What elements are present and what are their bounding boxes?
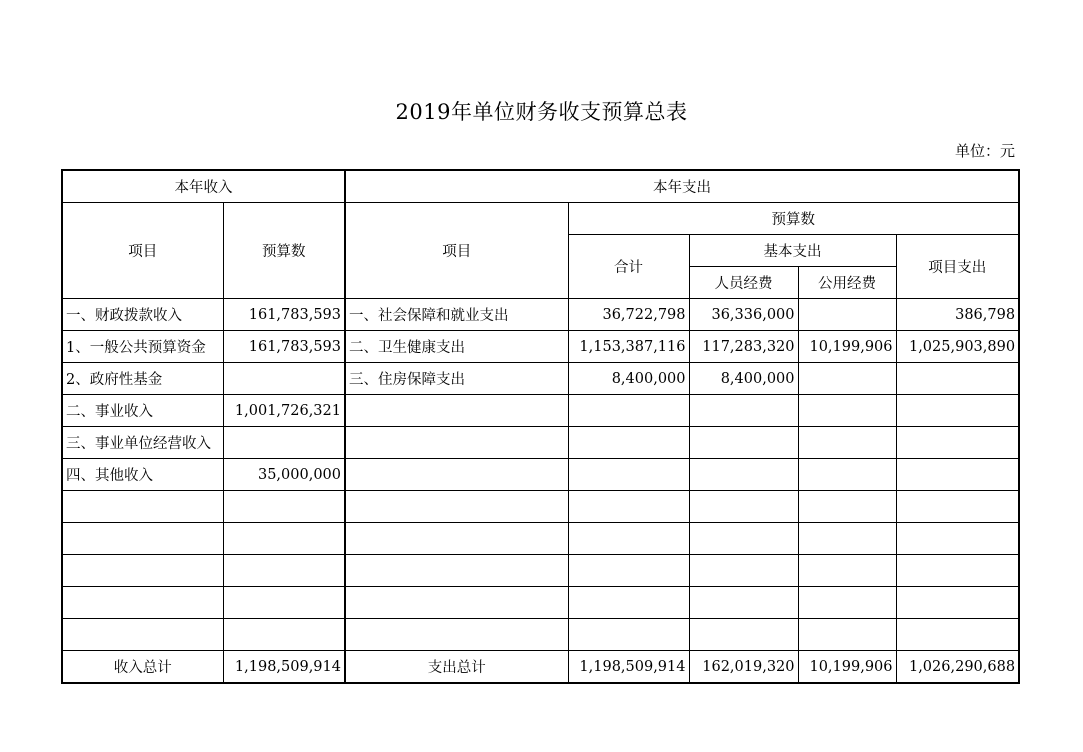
table-row xyxy=(62,299,1019,331)
income-amount-cell xyxy=(223,587,345,619)
income-item-cell xyxy=(62,555,223,587)
project-cell xyxy=(896,555,1019,587)
expense-item-cell xyxy=(345,459,568,491)
expense-item-cell xyxy=(345,619,568,651)
expense-total-label: 支出总计 xyxy=(345,651,568,684)
public-total: 10,199,906 xyxy=(798,651,896,684)
personnel-cell xyxy=(689,491,798,523)
table-row xyxy=(62,587,1019,619)
income-amount-cell xyxy=(223,523,345,555)
expense-total-cell: 8,400,000 xyxy=(568,363,689,395)
expense-item-cell: 三、住房保障支出 xyxy=(345,363,568,395)
expense-total-cell xyxy=(568,459,689,491)
budget-table xyxy=(61,169,1020,684)
basic-expense-header: 基本支出 xyxy=(689,235,896,267)
expense-item-cell: 一、社会保障和就业支出 xyxy=(345,299,568,331)
personnel-cell xyxy=(689,555,798,587)
table-row xyxy=(62,491,1019,523)
page-title: 2019年单位财务收支预算总表 xyxy=(395,100,688,124)
expense-section-header: 本年支出 xyxy=(345,170,1019,203)
expense-item-cell xyxy=(345,523,568,555)
expense-budget-header: 预算数 xyxy=(568,203,1019,235)
public-cell xyxy=(798,555,896,587)
income-item-cell xyxy=(62,523,223,555)
income-section-header: 本年收入 xyxy=(62,170,345,203)
public-cell: 10,199,906 xyxy=(798,331,896,363)
public-cell xyxy=(798,363,896,395)
table-row xyxy=(62,459,1019,491)
project-cell xyxy=(896,619,1019,651)
expense-total-cell xyxy=(568,587,689,619)
public-cell xyxy=(798,587,896,619)
public-cell xyxy=(798,459,896,491)
expense-total-cell xyxy=(568,619,689,651)
table-row xyxy=(62,427,1019,459)
income-item-cell: 四、其他收入 xyxy=(62,459,223,491)
table-row xyxy=(62,555,1019,587)
income-item-header: 项目 xyxy=(62,203,223,299)
project-cell xyxy=(896,459,1019,491)
expense-item-header: 项目 xyxy=(345,203,568,299)
expense-item-cell xyxy=(345,427,568,459)
project-cell xyxy=(896,363,1019,395)
public-cell xyxy=(798,427,896,459)
income-amount-cell xyxy=(223,363,345,395)
income-amount-cell xyxy=(223,427,345,459)
expense-item-cell xyxy=(345,395,568,427)
expense-item-cell: 二、卫生健康支出 xyxy=(345,331,568,363)
expense-total-cell: 36,722,798 xyxy=(568,299,689,331)
expense-total-cell xyxy=(568,491,689,523)
income-total-label: 收入总计 xyxy=(62,651,223,684)
expense-total-cell: 1,153,387,116 xyxy=(568,331,689,363)
totals-row xyxy=(62,651,1019,684)
income-item-cell xyxy=(62,587,223,619)
income-item-cell xyxy=(62,491,223,523)
income-amount-cell: 161,783,593 xyxy=(223,299,345,331)
personnel-cell xyxy=(689,619,798,651)
income-amount-cell xyxy=(223,555,345,587)
income-amount-cell: 35,000,000 xyxy=(223,459,345,491)
income-item-cell: 三、事业单位经营收入 xyxy=(62,427,223,459)
personnel-cell xyxy=(689,427,798,459)
project-cell xyxy=(896,587,1019,619)
personnel-cell: 8,400,000 xyxy=(689,363,798,395)
income-amount-cell xyxy=(223,491,345,523)
project-expense-header: 项目支出 xyxy=(896,235,1019,299)
personnel-cell xyxy=(689,523,798,555)
public-cell xyxy=(798,299,896,331)
total-header: 合计 xyxy=(568,235,689,299)
project-total: 1,026,290,688 xyxy=(896,651,1019,684)
personnel-cell xyxy=(689,459,798,491)
personnel-cell xyxy=(689,395,798,427)
income-item-cell: 二、事业收入 xyxy=(62,395,223,427)
income-item-cell: 2、政府性基金 xyxy=(62,363,223,395)
personnel-cell: 36,336,000 xyxy=(689,299,798,331)
project-cell: 386,798 xyxy=(896,299,1019,331)
income-amount-cell: 161,783,593 xyxy=(223,331,345,363)
project-cell xyxy=(896,523,1019,555)
personnel-header: 人员经费 xyxy=(689,267,798,299)
public-cell xyxy=(798,523,896,555)
table-row xyxy=(62,395,1019,427)
public-header: 公用经费 xyxy=(798,267,896,299)
expense-item-cell xyxy=(345,587,568,619)
public-cell xyxy=(798,395,896,427)
table-row xyxy=(62,619,1019,651)
personnel-total: 162,019,320 xyxy=(689,651,798,684)
personnel-cell xyxy=(689,587,798,619)
table-row xyxy=(62,523,1019,555)
project-cell: 1,025,903,890 xyxy=(896,331,1019,363)
public-cell xyxy=(798,491,896,523)
project-cell xyxy=(896,491,1019,523)
expense-item-cell xyxy=(345,555,568,587)
project-cell xyxy=(896,427,1019,459)
income-budget-header: 预算数 xyxy=(223,203,345,299)
expense-total-cell xyxy=(568,427,689,459)
table-row xyxy=(62,331,1019,363)
expense-total-cell xyxy=(568,395,689,427)
expense-total-cell xyxy=(568,555,689,587)
income-total-amount: 1,198,509,914 xyxy=(223,651,345,684)
income-amount-cell: 1,001,726,321 xyxy=(223,395,345,427)
personnel-cell: 117,283,320 xyxy=(689,331,798,363)
unit-label: 单位：元 xyxy=(954,142,1015,160)
income-item-cell xyxy=(62,619,223,651)
income-item-cell: 1、一般公共预算资金 xyxy=(62,331,223,363)
income-amount-cell xyxy=(223,619,345,651)
expense-grand-total: 1,198,509,914 xyxy=(568,651,689,684)
project-cell xyxy=(896,395,1019,427)
public-cell xyxy=(798,619,896,651)
expense-item-cell xyxy=(345,491,568,523)
table-row xyxy=(62,363,1019,395)
income-item-cell: 一、财政拨款收入 xyxy=(62,299,223,331)
expense-total-cell xyxy=(568,523,689,555)
